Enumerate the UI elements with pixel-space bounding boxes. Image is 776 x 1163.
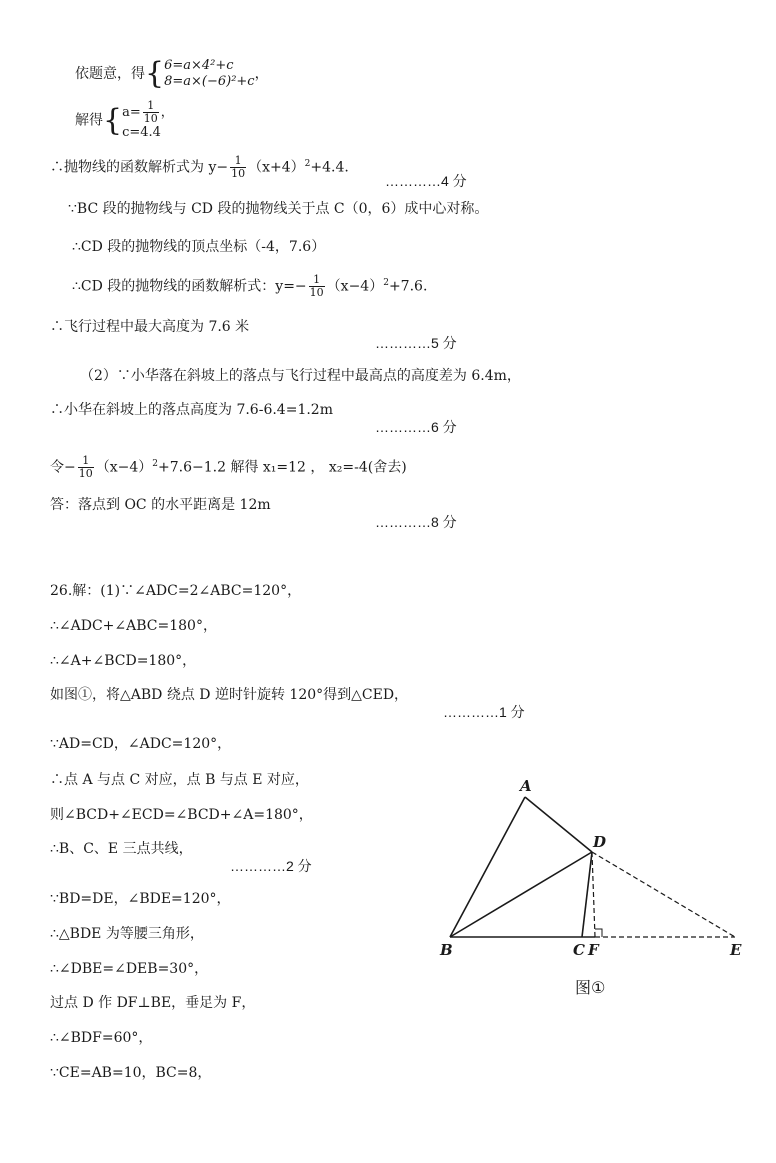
geometry-figure: [430, 775, 760, 1005]
figure-caption: 图①: [575, 978, 606, 997]
segment-de-dashed: [592, 852, 735, 937]
max-height-line: ∴飞行过程中最大高度为 7.6 米: [50, 319, 250, 335]
score-5: …………5 分: [375, 335, 457, 351]
solution-c: c=4.4: [122, 125, 161, 140]
equation-system: [164, 58, 255, 90]
solution-line: [75, 100, 174, 141]
system-eq2: 8=a×(−6)²+c: [164, 74, 255, 89]
label-a: A: [520, 777, 532, 795]
part2-line1: （2）∵小华落在斜坡上的落点与飞行过程中最高点的高度差为 6.4m，: [80, 368, 521, 384]
score-4: …………4 分: [385, 173, 467, 189]
brace-icon: {: [145, 56, 165, 91]
vertex-line: ∴CD 段的抛物线的顶点坐标（-4，7.6）: [72, 239, 326, 255]
label-d: D: [593, 833, 607, 851]
q26-line5: ∵AD=CD，∠ADC=120°，: [50, 736, 232, 752]
q26-line9: ∵BD=DE，∠BDE=120°，: [50, 891, 231, 907]
part2-line2: ∴小华在斜坡上的落点高度为 7.6-6.4=1.2m: [50, 402, 333, 418]
system-eq1: 6=a×4²+c: [164, 58, 234, 73]
segment-ad: [525, 797, 592, 852]
label-c: C: [573, 941, 585, 959]
q26-line12: 过点 D 作 DF⊥BE，垂足为 F，: [50, 995, 256, 1011]
parabola-equation-bc: ∴抛物线的函数解析式为 y− $\frac{1}{10}$ $(x+4)^2+4.4$.: [50, 154, 349, 181]
given-prefix: 依题意，得: [75, 66, 145, 82]
given-system-line: [75, 58, 269, 90]
parabola-equation-cd: ∴CD 段的抛物线的函数解析式：y=− $\frac{1}{10}$ $(x-4)^2+7.6$.: [72, 273, 428, 300]
q26-line7: 则∠BCD+∠ECD=∠BCD+∠A=180°，: [50, 807, 313, 823]
q26-line11: ∴∠DBE=∠DEB=30°，: [50, 961, 209, 977]
segment-ab: [450, 797, 525, 937]
q26-line2: ∴∠ADC+∠ABC=180°，: [50, 618, 217, 634]
label-f: F: [588, 941, 599, 959]
q26-line10: ∴△BDE 为等腰三角形，: [50, 926, 204, 942]
brace-icon: {: [103, 102, 123, 138]
solution-system: [122, 100, 174, 141]
score-6: …………6 分: [375, 419, 457, 435]
q26-line1: 26.解：(1)∵∠ADC=2∠ABC=120°，: [50, 583, 302, 599]
fraction: $\frac{1}{10}$: [78, 454, 93, 481]
right-angle-marker: [595, 929, 602, 937]
segment-df-dashed: [592, 852, 595, 937]
label-b: B: [440, 941, 453, 959]
label-e: E: [730, 941, 742, 959]
q26-line4: 如图①，将△ABD 绕点 D 逆时针旋转 120°得到△CED，: [50, 687, 409, 703]
symmetry-line: ∵BC 段的抛物线与 CD 段的抛物线关于点 C（0，6）成中心对称。: [68, 201, 489, 217]
system-tail: ，: [254, 66, 269, 82]
fraction: $\frac{1}{10}$: [143, 99, 158, 125]
q26-line13: ∴∠BDF=60°，: [50, 1030, 153, 1046]
solution-a: a= $\frac{1}{10}$ ，: [122, 99, 174, 125]
segment-bd: [450, 852, 592, 937]
fraction: $\frac{1}{10}$: [309, 273, 324, 300]
answer-line: 答：落点到 OC 的水平距离是 12m: [50, 497, 271, 513]
q26-line6: ∴点 A 与点 C 对应，点 B 与点 E 对应，: [50, 772, 309, 788]
solve-prefix: 解得: [75, 112, 103, 129]
score-2: …………2 分: [230, 858, 312, 874]
score-8: …………8 分: [375, 514, 457, 530]
q26-line8: ∴B、C、E 三点共线，: [50, 841, 193, 857]
q26-line3: ∴∠A+∠BCD=180°，: [50, 653, 197, 669]
q26-line14: ∵CE=AB=10，BC=8，: [50, 1065, 212, 1081]
score-1: …………1 分: [443, 704, 525, 720]
fraction: $\frac{1}{10}$: [231, 154, 246, 181]
segment-cd: [582, 852, 592, 937]
part2-equation: 令− $\frac{1}{10}$ $(x-4)^2+7.6-1.2$ 解得 x₁=12 ， x₂=-4(舍去): [50, 454, 407, 481]
